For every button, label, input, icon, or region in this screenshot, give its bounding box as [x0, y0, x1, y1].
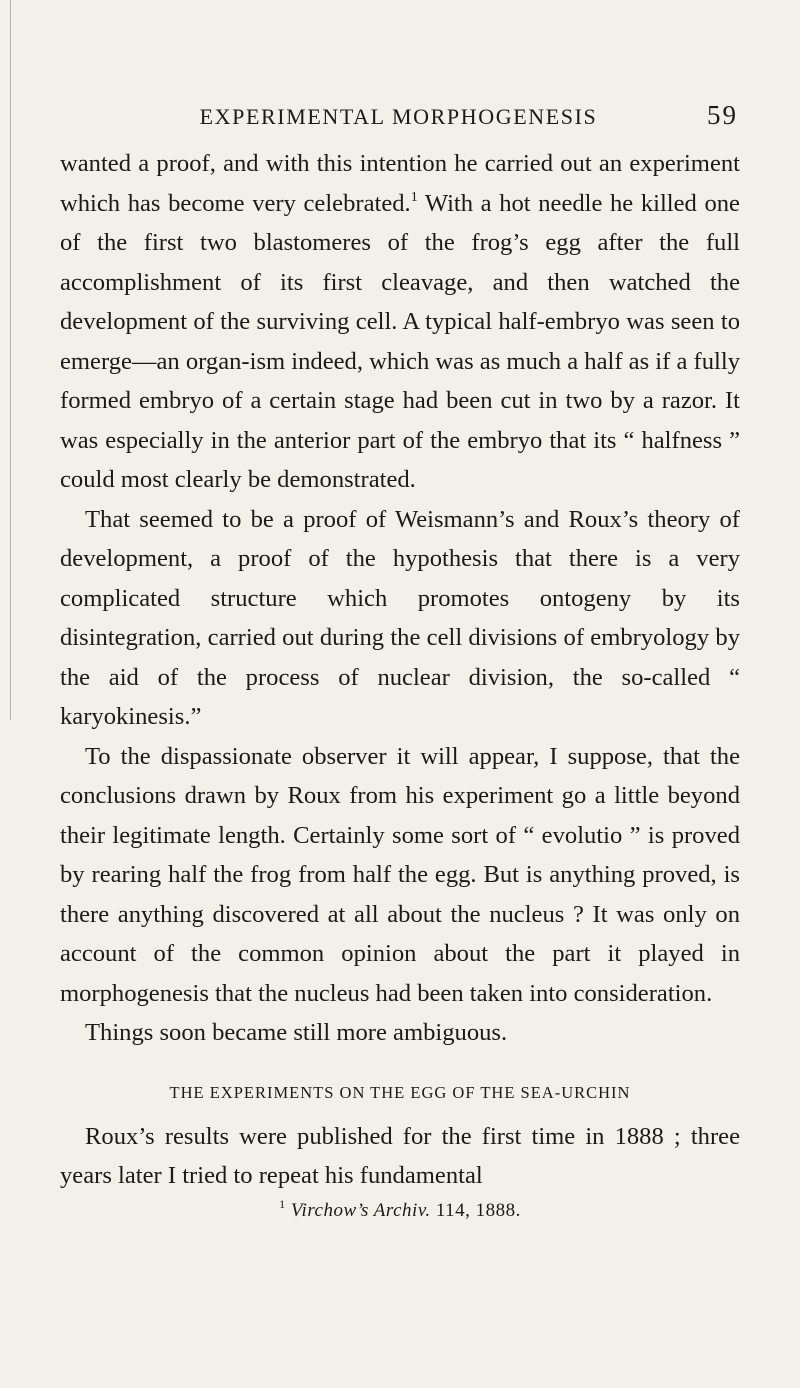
paragraph-1: [60, 144, 740, 500]
page-edge: [0, 0, 11, 720]
paragraph-4: Things soon became still more ambiguous.: [85, 1019, 508, 1046]
paragraph-5: Roux’s results were published for the first time in 1888 ; three years later I tried to repeat his fundamental: [60, 1122, 740, 1189]
footnote-marker: 1: [279, 1196, 286, 1211]
body-text: [60, 144, 740, 1222]
paragraph-3: To the dispassionate observer it will appear, I suppose, that the conclusions drawn by Roux from his experiment go a little beyond their legitimate length. Certainly some sort of “ evolutio ” is proved by rearing half the frog from half the egg. But is anything proved, is there anything discovered at all about the nucleus ? It was only on account of the common opinion about the part it played in morphogenesis that the nucleus had been taken into consideration.: [60, 742, 740, 1007]
running-title: EXPERIMENTAL MORPHOGENESIS: [199, 104, 598, 129]
paragraph-2: That seemed to be a proof of Weismann’s and Roux’s theory of development, a proof of the hypothesis that there is a very complicated structure which promotes ontogeny by its disintegration, carried out during the cell divisions of embryology by the aid of the process of nuclear division, the so-called “ karyokinesis.”: [60, 505, 740, 730]
book-page: [60, 100, 740, 1222]
footnote-source: Virchow’s Archiv.: [290, 1199, 431, 1221]
footnote-detail: 114, 1888.: [435, 1199, 521, 1221]
footnote: [60, 1196, 740, 1222]
footnote-reference: 1: [410, 189, 418, 205]
running-header: [60, 100, 740, 140]
section-heading: THE EXPERIMENTS ON THE EGG OF THE SEA-URCHIN: [169, 1082, 631, 1102]
paragraph-1-start: wanted a proof, and with this intention he carried out an experiment which has become very celebrated.: [60, 150, 740, 217]
paragraph-1-rest: With a hot needle he killed one of the first two blastomeres of the frog’s egg after the full accomplishment of its first cleavage, and then watched the development of the surviving cell. A typical half-embryo was seen to emerge—an organ-ism indeed, which was as much a half as if a fully formed embryo of a certain stage had been cut in two by a razor. It was especially in the anterior part of the embryo that its “ halfness ” could most clearly be demonstrated.: [60, 189, 740, 493]
page-number: 59: [707, 100, 738, 130]
